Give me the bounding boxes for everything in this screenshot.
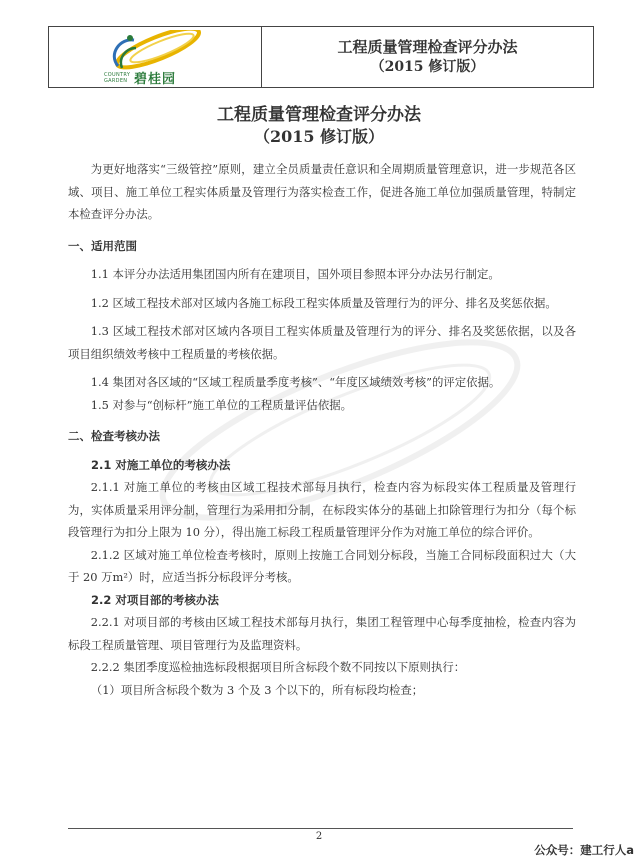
logo-brand-text: 碧桂园 (134, 72, 177, 87)
subsection-heading-2-1: 2.1 对施工单位的考核办法 (91, 457, 231, 472)
document-body (68, 158, 576, 701)
section-heading-scope: 一、适用范围 (68, 238, 137, 253)
clause-2-2-1: 2.2.1 对项目部的考核由区域工程技术部每月执行，集团工程管理中心每季度抽检，检查内容为标段工程质量管理、项目管理行为及监理资料。 (68, 615, 576, 652)
intro-paragraph: 为更好地落实“三级管控”原则，建立全员质量责任意识和全周期质量管理意识，进一步规范各区域、项目、施工单位工程实体质量及管理行为落实检查工作，促进各施工单位加强质量管理，特制定本检查评分办法。 (68, 162, 576, 221)
logo-swoosh-icon (100, 30, 210, 70)
clause-2-1-1: 2.1.1 对施工单位的考核由区域工程技术部每月执行，检查内容为标段实体工程质量及管理行为，实体质量采用评分制，管理行为采用扣分制，在标段实体分的基础上扣除管理行为扣分（每个标段管理行为扣分上限为 10 分），得出施工标段工程质量管理评分作为对施工单位的综合评价。 (68, 480, 576, 539)
footer-divider (68, 828, 573, 829)
clause-1-2: 1.2 区域工程技术部对区域内各施工标段工程实体质量及管理行为的评分、排名及奖惩依据。 (90, 295, 557, 310)
document-title: 工程质量管理检查评分办法 (217, 105, 421, 125)
section-heading-methods: 二、检查考核办法 (68, 429, 160, 443)
clause-2-1-2: 2.1.2 区域对施工单位检查考核时，原则上按施工合同划分标段，当施工合同标段面积过大（大于 20 万m²）时，应适当拆分标段评分考核。 (68, 547, 576, 584)
header-title: 工程质量管理检查评分办法 (337, 38, 518, 56)
clause-1-4: 1.4 集团对各区域的“区域工程质量季度考核”、“年度区域绩效考核”的评定依据。 (90, 375, 501, 389)
page-number: 2 (315, 831, 323, 842)
header-title-cell (262, 27, 593, 87)
wechat-watermark-text: 公众号：建工行人a (534, 843, 634, 857)
clause-2-2-2-item-1: （1）项目所含标段个数为 3 个及 3 个以下的，所有标段均检查； (90, 682, 424, 697)
logo-garden-text: COUNTRY GARDEN (104, 72, 131, 84)
header-subtitle: （2015 修订版） (370, 59, 485, 75)
clause-1-3: 1.3 区域工程技术部对区域内各项目工程实体质量及管理行为的评分、排名及奖惩依据，以及各项目组织绩效考核中工程质量的考核依据。 (68, 324, 576, 361)
clause-2-2-2: 2.2.2 集团季度巡检抽选标段根据项目所含标段个数不同按以下原则执行： (90, 660, 466, 674)
clause-1-1: 1.1 本评分办法适用集团国内所有在建项目，国外项目参照本评分办法另行制定。 (90, 267, 500, 281)
clause-1-5: 1.5 对参与“创标杆”施工单位的工程质量评估依据。 (90, 397, 352, 412)
document-subtitle: （2015 修订版） (253, 127, 385, 146)
document-header (48, 26, 594, 88)
subsection-heading-2-2: 2.2 对项目部的考核办法 (91, 592, 219, 607)
country-garden-logo (100, 30, 210, 87)
logo-cell (49, 27, 262, 87)
